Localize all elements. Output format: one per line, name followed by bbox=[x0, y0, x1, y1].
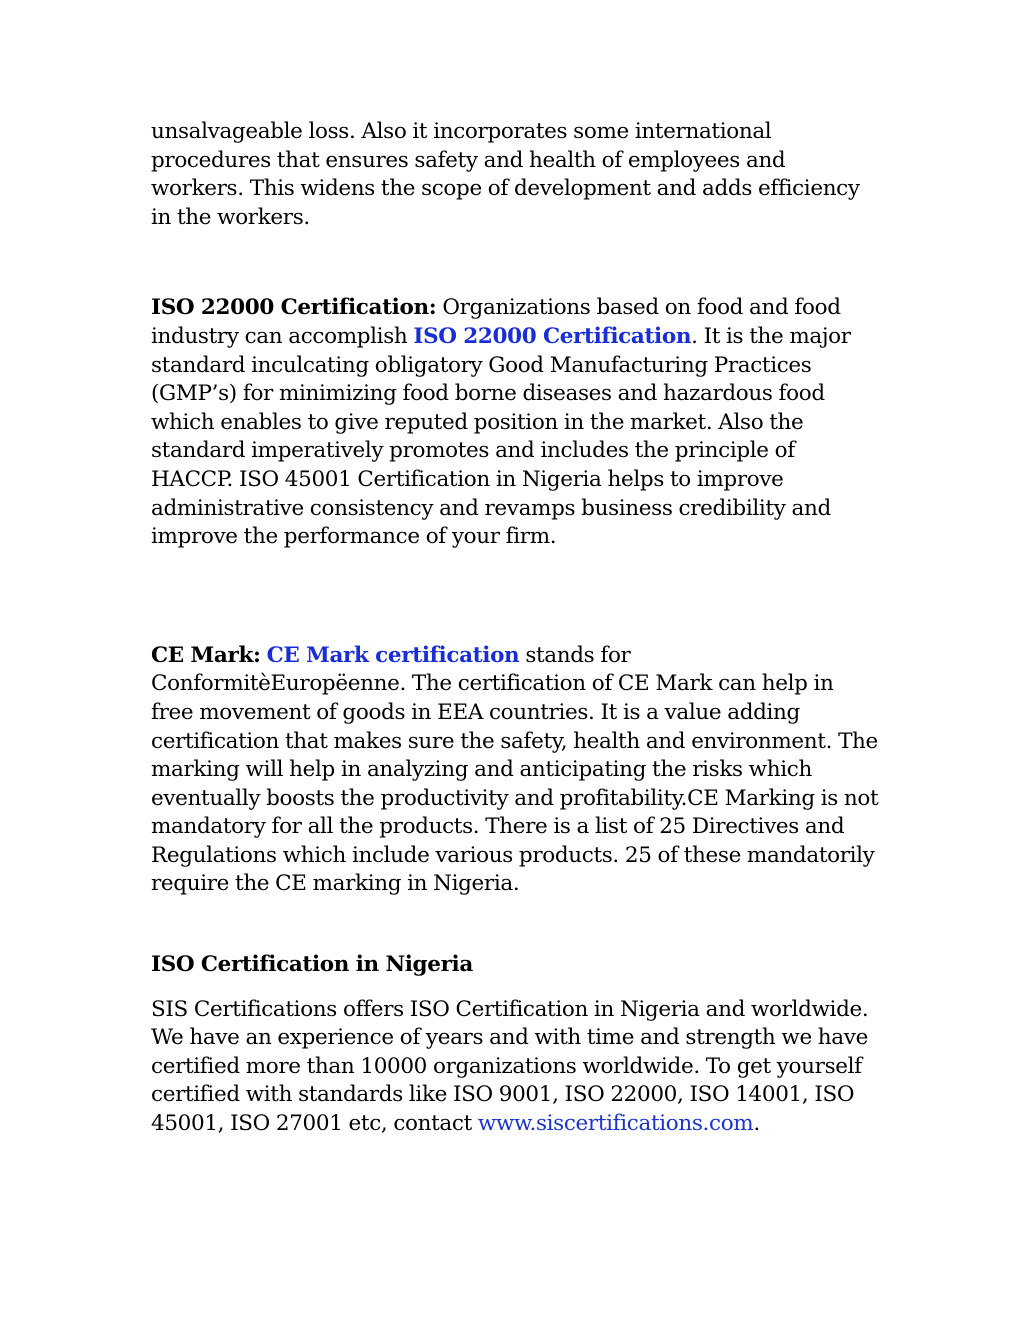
intro-paragraph bbox=[151, 118, 881, 232]
siscertifications-link[interactable]: www.siscertifications.com bbox=[477, 1111, 754, 1137]
iso22000-paragraph bbox=[151, 294, 881, 551]
iso22000-label: ISO 22000 Certification: bbox=[151, 295, 437, 321]
ce-mark-text: stands for ConformitèEuropëenne. The certification of CE Mark can help in free movement of goods in EEA countries. It is a value adding certification that makes sure the safety, health and environment. The marking will help in analyzing and anticipating the risks which eventually boosts the productivity and profitability.CE Marking is not mandatory for all the products. There is a list of 25 Directives and Regulations which include various products. 25 of these mandatorily require the CE marking in Nigeria. bbox=[151, 642, 879, 897]
intro-text: unsalvageable loss. Also it incorporates some international procedures that ensures safety and health of employees and workers. This widens the scope of development and adds efficiency in the workers. bbox=[151, 119, 860, 230]
ce-mark-paragraph bbox=[151, 642, 881, 899]
ce-mark-link[interactable]: CE Mark certification bbox=[266, 642, 520, 668]
iso22000-text-after-link: . It is the major standard inculcating obligatory Good Manufacturing Practices (GMP’s) for minimizing food borne diseases and hazardous food which enables to give reputed position in the market. Also the standard imperatively promotes and includes the principle of HACCP. ISO 45001 Certification in Nigeria helps to improve administrative consistency and revamps business credibility and improve the performance of your firm. bbox=[151, 323, 851, 550]
document-page bbox=[151, 118, 881, 1139]
ce-mark-label: CE Mark: bbox=[151, 642, 261, 668]
nigeria-text: SIS Certifications offers ISO Certification in Nigeria and worldwide. We have an experience of years and with time and strength we have certified more than 10000 organizations worldwide. To get yourself certified with standards like ISO 9001, ISO 22000, ISO 14001, ISO 45001, ISO 27001 etc, contact bbox=[151, 996, 869, 1137]
nigeria-link-suffix: . bbox=[753, 1111, 760, 1137]
iso22000-text-before-link: Organizations based on food and food industry can accomplish bbox=[151, 295, 841, 349]
nigeria-heading: ISO Certification in Nigeria bbox=[151, 952, 473, 978]
iso22000-link[interactable]: ISO 22000 Certification bbox=[413, 323, 692, 349]
nigeria-paragraph bbox=[151, 996, 881, 1139]
